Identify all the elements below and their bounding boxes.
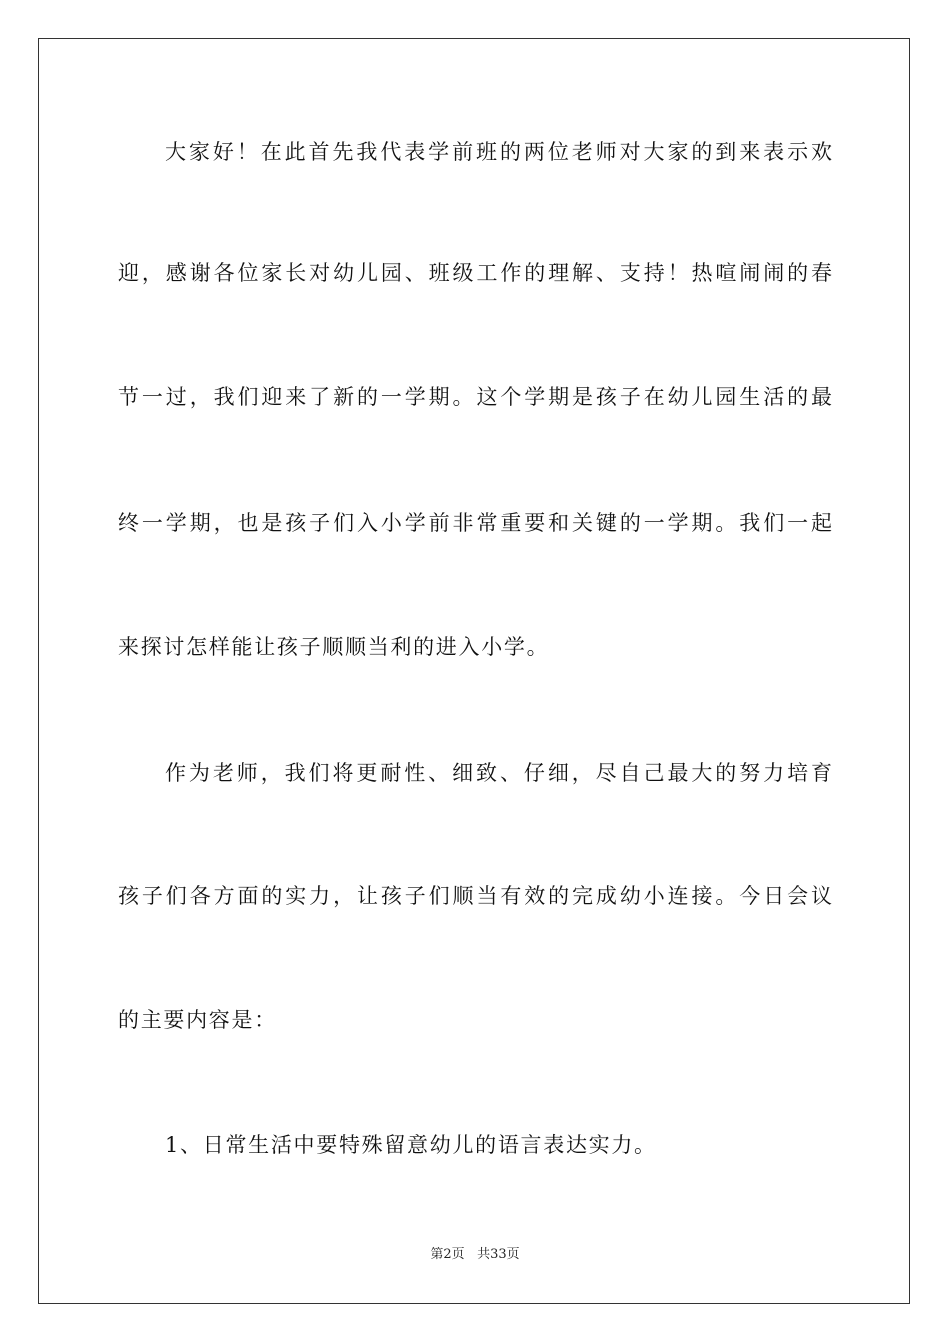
- paragraph-1-line-1: 大家好！在此首先我代表学前班的两位老师对大家的到来表示欢: [165, 140, 832, 164]
- paragraph-2-line-1: 作为老师，我们将更耐性、细致、仔细，尽自己最大的努力培育: [165, 761, 832, 785]
- paragraph-1-line-4: 终一学期，也是孩子们入小学前非常重要和关键的一学期。我们一起: [118, 511, 832, 535]
- page-total: 共33页: [477, 1247, 520, 1262]
- paragraph-1-line-2: 迎，感谢各位家长对幼儿园、班级工作的理解、支持！热喧闹闹的春: [118, 261, 832, 285]
- page-number: 第2页: [430, 1247, 465, 1262]
- list-item-1: 1、日常生活中要特殊留意幼儿的语言表达实力。: [165, 1133, 657, 1157]
- paragraph-2-line-2: 孩子们各方面的实力，让孩子们顺当有效的完成幼小连接。今日会议: [118, 884, 832, 908]
- page-footer: [0, 1246, 950, 1264]
- paragraph-1-line-3: 节一过，我们迎来了新的一学期。这个学期是孩子在幼儿园生活的最: [118, 385, 832, 409]
- paragraph-2-line-3: 的主要内容是：: [118, 1008, 277, 1032]
- page-border: [38, 38, 910, 1304]
- paragraph-1-line-5: 来探讨怎样能让孩子顺顺当利的进入小学。: [118, 635, 550, 659]
